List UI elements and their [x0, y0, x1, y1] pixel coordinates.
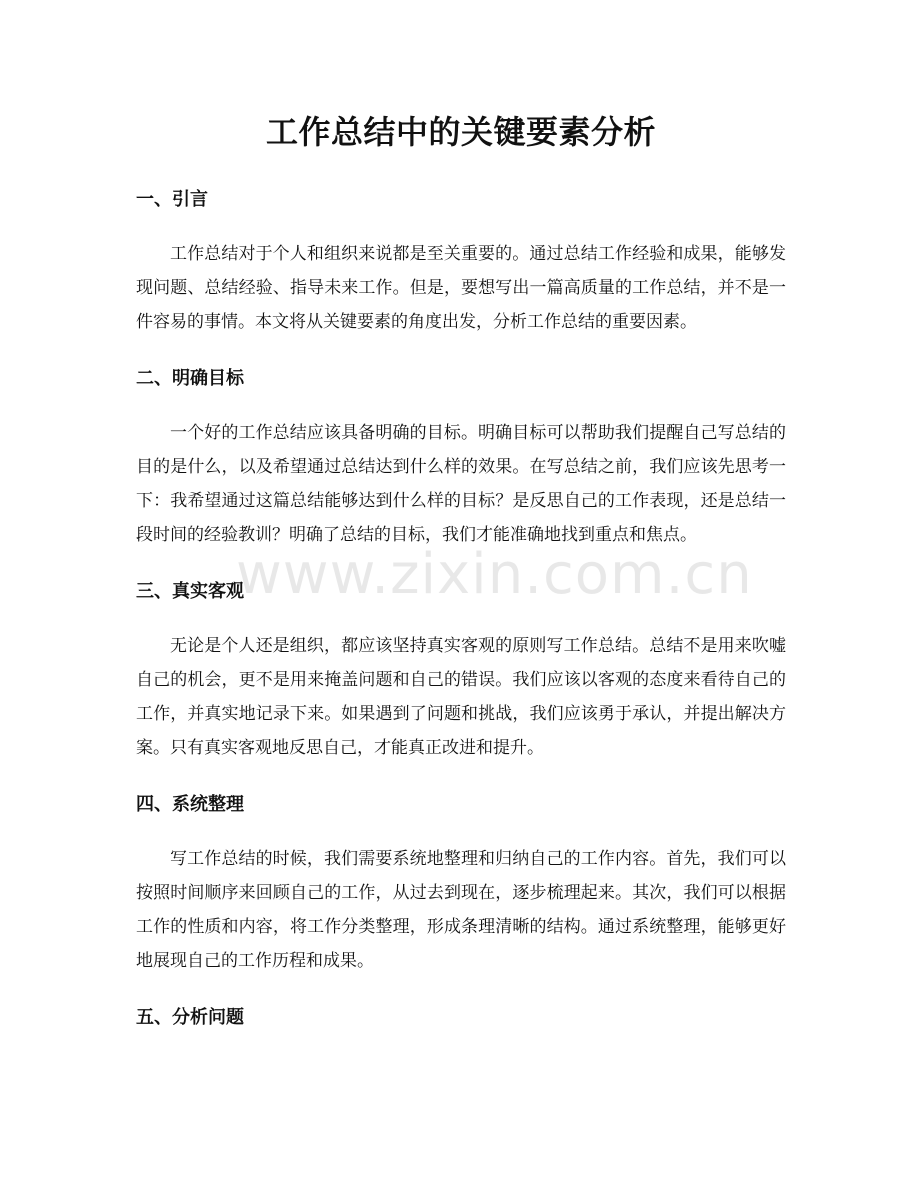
section-objectivity	[136, 580, 786, 765]
section-heading: 一、引言	[136, 189, 208, 210]
section-paragraph: 工作总结对于个人和组织来说都是至关重要的。通过总结工作经验和成果，能够发现问题、总结经验、指导未来工作。但是，要想写出一篇高质量的工作总结，并不是一件容易的事情。本文将从关键要素的角度出发，分析工作总结的重要因素。	[136, 244, 786, 332]
watermark: www.zixin.com.cn	[236, 542, 753, 607]
section-systematic-organization	[136, 793, 786, 978]
section-paragraph: 写工作总结的时候，我们需要系统地整理和归纳自己的工作内容。首先，我们可以按照时间顺序来回顾自己的工作，从过去到现在，逐步梳理起来。其次，我们可以根据工作的性质和内容，将工作分类整理，形成条理清晰的结构。通过系统整理，能够更好地展现自己的工作历程和成果。	[136, 849, 786, 971]
section-heading: 二、明确目标	[136, 368, 244, 389]
section-heading: 五、分析问题	[136, 1007, 244, 1028]
page-title: 工作总结中的关键要素分析	[265, 113, 656, 151]
section-heading: 三、真实客观	[136, 581, 244, 602]
section-introduction	[136, 188, 786, 339]
section-paragraph: 无论是个人还是组织，都应该坚持真实客观的原则写工作总结。总结不是用来吹嘘自己的机会，更不是用来掩盖问题和自己的错误。我们应该以客观的态度来看待自己的工作，并真实地记录下来。如果遇到了问题和挑战，我们应该勇于承认，并提出解决方案。只有真实客观地反思自己，才能真正改进和提升。	[136, 636, 786, 758]
section-heading: 四、系统整理	[136, 794, 244, 815]
section-clear-goals	[136, 367, 786, 552]
section-problem-analysis	[136, 1006, 786, 1030]
section-paragraph: 一个好的工作总结应该具备明确的目标。明确目标可以帮助我们提醒自己写总结的目的是什么，以及希望通过总结达到什么样的效果。在写总结之前，我们应该先思考一下：我希望通过这篇总结能够达到什么样的目标？是反思自己的工作表现，还是总结一段时间的经验教训？明确了总结的目标，我们才能准确地找到重点和焦点。	[136, 423, 786, 545]
